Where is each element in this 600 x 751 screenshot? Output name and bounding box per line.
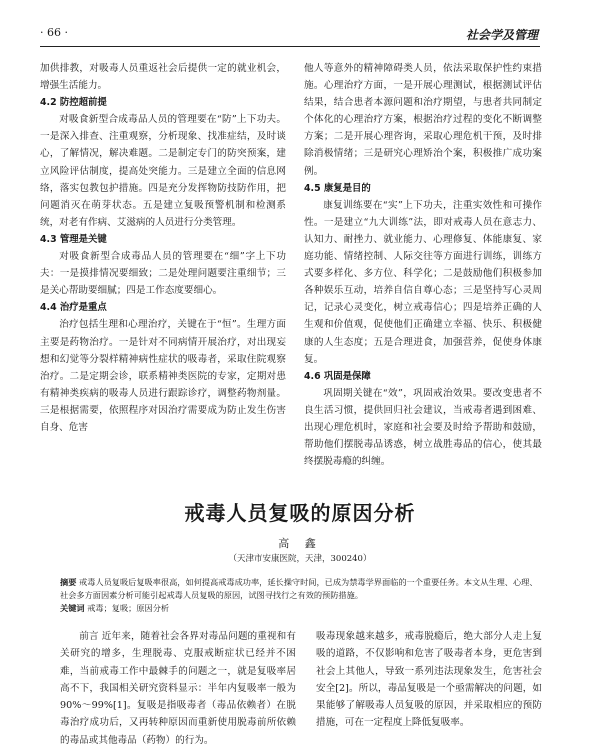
section-heading-4-3: 4.3 管理是关键 xyxy=(40,233,107,245)
continued-paragraph: 他人等意外的精神障碍类人员，依法采取保护性约束措施。心理治疗方面，一是开展心理测试，根据测试评估结果，结合患者本源问题和治疗期望，与患者共同制定个体化的心理治疗方案，根据治疗过程的变化不断调整方案；二是开展心理咨询，采取心理危机干预，及时排除消极情绪；三是研究心理矫治个案，积极推广成功案例。 xyxy=(304,63,542,177)
abstract-line xyxy=(60,576,538,602)
article-body-right xyxy=(316,628,542,732)
journal-title: 社会学及管理 xyxy=(465,28,538,42)
section-heading-4-2: 4.2 防控超前提 xyxy=(40,97,107,109)
abstract-block xyxy=(60,576,538,615)
keywords-line xyxy=(60,602,538,615)
abstract-text: 戒毒人员复吸后复吸率很高，如何提高戒毒成功率，延长操守时间，已成为禁毒学界面临的一个重要任务。本文从生理、心理、社会多方面因素分析可能引起戒毒人员复吸的原因，试图寻找行之有效的预防措施。 xyxy=(60,577,538,600)
abstract-label: 摘要 xyxy=(60,577,77,587)
right-column xyxy=(304,60,542,470)
section-4-2-paragraph: 对吸食新型合成毒品人员的管理要在“防”上下功夫。一是深入排查、注重观察，分析现象、找准症结，及时谈心，了解情况，解决难题。二是制定专门的防突预案，建立风险评估制度，提高处突能力。三是建立全面的信息网络，落实包教包护措施。四是充分发挥物防技防作用，把问题消灭在萌芽状态。五是建立复吸预警机制和检测系统，对老有作病、艾滋病的人员进行分类管理。 xyxy=(40,114,286,228)
left-column xyxy=(40,60,286,436)
section-4-6-paragraph: 巩固期关键在“效”，巩固戒治效果。要改变患者不良生活习惯，提供回归社会建议，当戒毒者遇到困难、出现心理危机时，家庭和社会要及时给予帮助和鼓励，帮助他们摆脱毒品诱惑，树立战胜毒品的信心，使其最终摆脱毒瘾的纠缠。 xyxy=(304,387,542,468)
section-heading-4-6: 4.6 巩固是保障 xyxy=(304,370,371,382)
keywords-text: 戒毒；复吸；原因分析 xyxy=(87,603,170,613)
page-number: · 66 · xyxy=(40,26,68,39)
preface-continued-paragraph: 吸毒现象越来越多，戒毒脱瘾后，绝大部分人走上复吸的道路，不仅影响和危害了吸毒者本身，更危害到社会上其他人，导致一系列违法现象发生，危害社会安全[2]。所以，毒品复吸是一个亟需解决的问题，如果能够了解吸毒人员复吸的原因，并采取相应的预防措施，可在一定程度上降低复吸率。 xyxy=(316,631,542,729)
section-4-3-paragraph: 对吸食新型合成毒品人员的管理要在“细”字上下功夫：一是摸排情况要细致；二是处理问题要注重细节；三是关心帮助要细腻；四是工作态度要细心。 xyxy=(40,251,286,297)
intro-paragraph: 加供排教，对吸毒人员重返社会后提供一定的就业机会，增强生活能力。 xyxy=(40,63,286,92)
article-title: 戒毒人员复吸的原因分析 xyxy=(184,501,416,525)
header-rule xyxy=(40,46,540,47)
article-affiliation: （天津市安康医院，天津，300240） xyxy=(228,554,372,564)
article-body-left xyxy=(60,628,296,749)
section-heading-4-5: 4.5 康复是目的 xyxy=(304,182,371,194)
section-4-4-paragraph: 治疗包括生理和心理治疗，关键在于“恒”。生理方面主要是药物治疗。一是针对不同病情开展治疗，对出现妄想和幻觉等分裂样精神病性症状的吸毒者，采取住院观察治疗。二是定期会诊，联系精神类医院的专家，定期对患有精神类疾病的吸毒人员进行跟踪诊疗，调整药物剂量。三是根据需要，依照程序对因治疗需要成为防止发生伤害自身、危害 xyxy=(40,319,286,433)
preface-paragraph: 前言 近年来，随着社会各界对毒品问题的重视和有关研究的增多，生理脱毒、克服戒断症状已经并不困难，当前戒毒工作中最棘手的问题之一，就是复吸率居高不下，我国相关研究资料显示：半年内复吸率一般为90%～99%[1]。复吸是指吸毒者（毒品依赖者）在脱毒治疗成功后，又再转种原因而重新使用脱毒前所依赖的毒品或其他毒品（药物）的行为。 xyxy=(60,631,296,746)
section-4-5-paragraph: 康复训练要在“实”上下功夫，注重实效性和可操作性。一是建立“九大训练”法，即对戒毒人员在意志力、认知力、耐挫力、就业能力、心理修复、体能康复、家庭功能、情绪控制、人际交往等方面进行训练，训练方式要多样化、多方位、科学化；二是鼓励他们积极参加各种娱乐互动，培养自信自尊心态；三是坚持写心灵周记，记录心灵变化，树立戒毒信心；四是培养正确的人生观和价值观，促使他们正确建立幸福、快乐、积极健康的人生态度；五是合理进食，加强营养，促使身体康复。 xyxy=(304,199,542,365)
keywords-label: 关键词 xyxy=(60,603,85,613)
article-author: 高 鑫 xyxy=(278,537,322,550)
section-heading-4-4: 4.4 治疗是重点 xyxy=(40,302,107,314)
